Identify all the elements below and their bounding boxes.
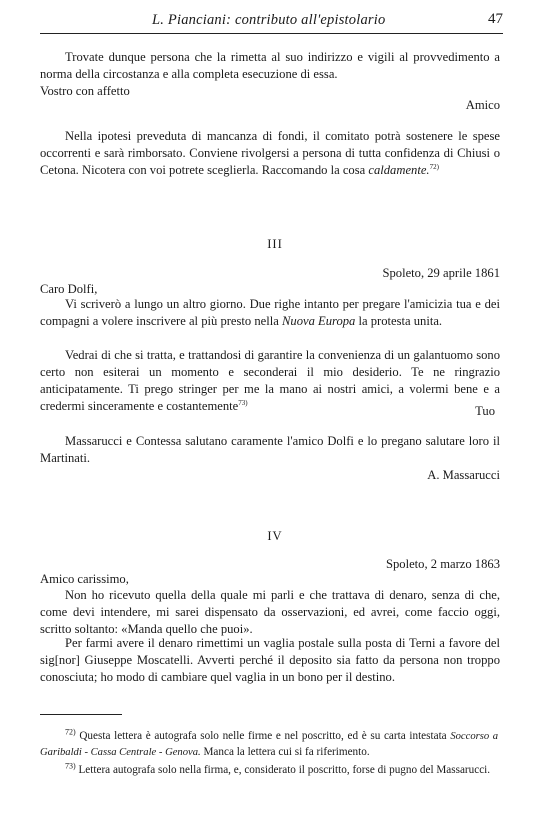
footnote-73-marker: 73)	[65, 761, 76, 771]
footnote-72-letterhead: Soccorso a Garibaldi - Cassa Centrale - Genova.	[40, 731, 498, 758]
letter3-closing: Tuo	[475, 404, 495, 418]
letter2-paragraph-2-text: Nella ipotesi preveduta di mancanza di fondi, il comitato potrà sostenere le spese occorrenti e sarà rimborsato. Conviene rivolgersi a persona di tutta confidenza di Chiusi o Cetona. Nicotera con voi potrete sceglierla. Raccomando la cosa	[40, 129, 500, 177]
footnote-ref-72: 72)	[429, 162, 439, 171]
header-rule	[40, 33, 503, 34]
letter3-numeral: III	[267, 237, 283, 251]
letter3-paragraph-2-text: Vedrai di che si tratta, e trattandosi di garantire la convenienza di un galantuomo sono certo non esiterai un momento e seconderai il mio desiderio. Te ne ringrazio anticipatamente. Ti prego stringer per me la mano ai nostri amici, a volermi bene e a credermi sinceramente e costantemente	[40, 348, 500, 413]
running-title: L. Pianciani: contributo all'epistolario	[152, 12, 386, 28]
letter3-place-date: Spoleto, 29 aprile 1861	[382, 266, 500, 280]
letter2-paragraph-1: Trovate dunque persona che la rimetta al suo indirizzo e vigili al provvedimento a norma della circostanza e alla completa esecuzione di essa.	[40, 50, 500, 81]
letter4-place-date: Spoleto, 2 marzo 1863	[385, 557, 500, 571]
letter4-salutation: Amico carissimo,	[40, 572, 129, 586]
letter3-signature: A. Massarucci	[427, 468, 500, 482]
footnote-73-text: Lettera autografa solo nella firma, e, considerato il poscritto, forse di pugno del Massarucci.	[78, 764, 491, 776]
letter3-salutation: Caro Dolfi,	[40, 282, 98, 296]
newspaper-title: Nuova Europa	[282, 314, 356, 328]
letter2-signature: Amico	[465, 98, 500, 112]
footnote-72	[40, 729, 498, 760]
page-number: 47	[488, 11, 503, 27]
letter3-paragraph-1-end: la protesta unita.	[358, 314, 443, 328]
letter3-paragraph-1-text: Vi scriverò a lungo un altro giorno. Due righe intanto per pregare l'amicizia tua e dei compagni a volere inscrivere al più presto nella	[40, 297, 500, 328]
letter2-emphasis: caldamente.	[368, 163, 430, 177]
footnote-72-text: Questa lettera è autografa solo nelle firme e nel poscritto, ed è su carta intestata	[79, 730, 447, 742]
letter4-paragraph-2: Per farmi avere il denaro rimettimi un vaglia postale sulla posta di Terni a favore del sig[nor] Giuseppe Moscatelli. Avverti perché il deposito sia fatto da persona non troppo conosciuta; ho modo di cambiare quel vaglia in un bono per il destino.	[40, 636, 500, 684]
footnote-72-text-end: Manca la lettera cui si fa riferimento.	[203, 745, 370, 758]
running-header	[40, 12, 503, 32]
letter3-paragraph-1	[40, 296, 500, 330]
letter3-postscript: Massarucci e Contessa salutano caramente l'amico Dolfi e lo pregano salutare loro il Martinati.	[40, 434, 500, 465]
letter3-paragraph-2	[40, 347, 500, 415]
footnote-73	[40, 763, 498, 779]
footnote-72-marker: 72)	[65, 727, 76, 737]
letter2-paragraph-2	[40, 128, 500, 179]
footnote-ref-73: 73)	[238, 398, 248, 407]
footnote-rule	[40, 714, 122, 715]
letter2-closing: Vostro con affetto	[40, 84, 130, 98]
letter4-paragraph-1: Non ho ricevuto quella della quale mi parli e che trattava di denaro, senza di che, come devi intendere, mi sarei dispensato da osservazioni, ed avrei, come faccio oggi, scritto soltanto: «Manda quello che puoi».	[40, 588, 500, 636]
letter4-numeral: IV	[267, 529, 283, 543]
